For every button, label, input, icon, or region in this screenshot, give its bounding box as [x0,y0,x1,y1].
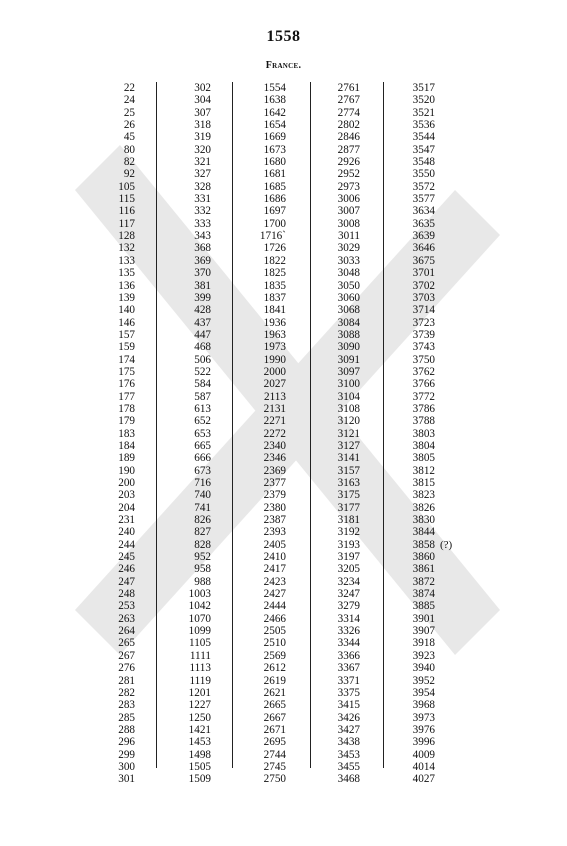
number-entry: 3521 [412,106,435,119]
number-entry: 3844 [412,526,435,539]
number-entry: 666 [194,452,211,465]
number-entry: 1716` [259,230,286,243]
number-entry: 3639 [412,230,435,243]
number-entry: 3157 [337,464,360,477]
number-entry: 117 [118,217,135,230]
number-entry: 3954 [412,686,435,699]
number-entry: 3804 [412,439,435,452]
number-entry: 3517 [412,82,435,94]
number-entry: 3907 [412,625,435,638]
number-entry: 740 [194,489,211,502]
number-entry: 319 [194,131,211,144]
number-entry: 140 [118,304,135,317]
number-entry: 3885 [412,600,435,613]
number-entry: 2379 [263,489,286,502]
number-entry: 2427 [263,588,286,601]
number-entry: 1119 [189,674,211,687]
number-entry: 253 [118,600,135,613]
number-entry: 159 [118,341,135,354]
number-entry: 3011 [338,230,360,243]
number-entry: 3823 [412,489,435,502]
number-entry: 3703 [412,291,435,304]
number-entry: 2767 [337,94,360,107]
number-entry: 285 [118,711,135,724]
number-entry: 320 [194,143,211,156]
number-entry: 3197 [337,551,360,564]
number-entry: 3743 [412,341,435,354]
number-entry: 3415 [337,699,360,712]
number-entry: 3940 [412,662,435,675]
number-entry: 178 [118,402,135,415]
page-number: 1558 [266,28,301,45]
number-entry: 321 [194,156,211,169]
number-entry: 3192 [337,526,360,539]
number-entry: 3366 [337,649,360,662]
number-entry: 3314 [337,612,360,625]
number-entry: 1686 [263,193,286,206]
number-entry: 584 [194,378,211,391]
number-entry: 3068 [337,304,360,317]
uncertain-marker: (?) [440,538,453,551]
number-entry: 370 [194,267,211,280]
number-entry: 1042 [188,600,211,613]
number-entry: 204 [118,501,135,514]
number-entry: 2387 [263,514,286,527]
number-entry: 263 [118,612,135,625]
number-entry: 652 [194,415,211,428]
column-rule [383,82,384,768]
number-entry: 3426 [337,711,360,724]
number-entry: 190 [118,464,135,477]
number-entry: 105 [118,180,135,193]
number-entry: 3427 [337,723,360,736]
number-entry: 2505 [263,625,286,638]
number-column-2 [189,82,211,786]
number-entry: 245 [118,551,135,564]
number-entry: 189 [118,452,135,465]
number-entry: 3872 [412,575,435,588]
number-entry: 301 [118,773,135,786]
number-entry: 2423 [263,575,286,588]
number-entry: 1099 [188,625,211,638]
number-entry: 26 [123,119,135,132]
number-entry: 281 [118,674,135,687]
number-entry: 3127 [337,439,360,452]
number-entry: 1654 [263,119,286,132]
number-entry: 203 [118,489,135,502]
number-entry: 146 [118,316,135,329]
number-entry: 2973 [337,180,360,193]
number-entry: 1822 [263,254,286,267]
number-entry: 1638 [263,94,286,107]
number-entry: 3438 [337,736,360,749]
number-entry: 2877 [337,143,360,156]
number-entry: 1070 [188,612,211,625]
number-entry: 1837 [263,291,286,304]
number-entry: 3723 [412,316,435,329]
number-entry: 3968 [412,699,435,712]
number-entry: 3326 [337,625,360,638]
number-entry: 958 [194,563,211,576]
number-entry: 3367 [337,662,360,675]
number-entry: 136 [118,279,135,292]
number-entry: 2346 [263,452,286,465]
number-entry: 2393 [263,526,286,539]
number-entry: 2846 [337,131,360,144]
number-column-5 [413,82,435,786]
number-entry: 2027 [263,378,286,391]
number-entry: 1936 [263,316,286,329]
number-entry: 1681 [263,168,286,181]
number-entry: 3091 [337,353,360,366]
number-entry: 3762 [412,365,435,378]
number-entry: 3090 [337,341,360,354]
number-entry: 1835 [263,279,286,292]
number-entry: 2774 [337,106,360,119]
number-entry: 2619 [263,674,286,687]
number-entry: 2802 [337,119,360,132]
number-entry: 3029 [337,242,360,255]
number-entry: 2665 [263,699,286,712]
number-entry: 2417 [263,563,286,576]
number-entry: 3675 [412,254,435,267]
column-rule [232,82,233,768]
number-entry: 282 [118,686,135,699]
number-entry: 1680 [263,156,286,169]
number-entry: 665 [194,439,211,452]
number-entry: 827 [194,526,211,539]
number-entry: 135 [118,267,135,280]
number-entry: 331 [194,193,211,206]
number-entry: 3088 [337,328,360,341]
number-entry: 368 [194,242,211,255]
number-entry: 1825 [263,267,286,280]
number-entry: 92 [123,168,135,181]
number-entry: 2380 [263,501,286,514]
number-entry: 3120 [337,415,360,428]
number-entry: 82 [123,156,135,169]
number-entry: 3812 [412,464,435,477]
number-entry: 157 [118,328,135,341]
number-entry: 3861 [412,563,435,576]
number-entry: 2745 [263,760,286,773]
number-entry: 3996 [412,736,435,749]
number-entry: 2667 [263,711,286,724]
number-entry: 3536 [412,119,435,132]
number-entry: 3247 [337,588,360,601]
number-entry: 3455 [337,760,360,773]
number-entry: 116 [118,205,135,218]
number-entry: 283 [118,699,135,712]
number-entry: 3468 [337,773,360,786]
number-entry: 2271 [263,415,286,428]
number-entry: 276 [118,662,135,675]
number-entry: 299 [118,748,135,761]
column-rule [156,82,157,768]
number-entry: 2612 [263,662,286,675]
number-entry: 183 [118,427,135,440]
number-entry: 741 [194,501,211,514]
number-entry: 318 [194,119,211,132]
number-entry: 2926 [337,156,360,169]
number-entry: 3234 [337,575,360,588]
number-entry: 2466 [263,612,286,625]
number-entry: 1111 [189,649,211,662]
number-entry: 1003 [188,588,211,601]
number-entry: 3858 [412,538,435,551]
number-entry: 264 [118,625,135,638]
number-entry: 2000 [263,365,286,378]
number-entry: 1700 [263,217,286,230]
number-entry: 3805 [412,452,435,465]
number-entry: 3453 [337,748,360,761]
number-entry: 3007 [337,205,360,218]
number-entry: 80 [123,143,135,156]
number-entry: 244 [118,538,135,551]
number-entry: 3702 [412,279,435,292]
number-entry: 447 [194,328,211,341]
number-entry: 468 [194,341,211,354]
number-entry: 3371 [337,674,360,687]
number-entry: 3701 [412,267,435,280]
number-entry: 3766 [412,378,435,391]
number-entry: 139 [118,291,135,304]
number-entry: 1453 [188,736,211,749]
number-entry: 1498 [188,748,211,761]
number-entry: 45 [123,131,135,144]
number-entry: 175 [118,365,135,378]
number-entry: 428 [194,304,211,317]
number-entry: 2510 [263,637,286,650]
number-entry: 328 [194,180,211,193]
number-entry: 3788 [412,415,435,428]
number-entry: 3060 [337,291,360,304]
number-entry: 174 [118,353,135,366]
number-entry: 25 [123,106,135,119]
number-column-1 [118,82,135,786]
number-entry: 3739 [412,328,435,341]
number-entry: 240 [118,526,135,539]
number-entry: 3901 [412,612,435,625]
number-entry: 265 [118,637,135,650]
number-entry: 1673 [263,143,286,156]
number-entry: 1963 [263,328,286,341]
number-entry: 3973 [412,711,435,724]
number-entry: 3205 [337,563,360,576]
number-entry: 2340 [263,439,286,452]
number-entry: 3952 [412,674,435,687]
number-entry: 3572 [412,180,435,193]
number-entry: 952 [194,551,211,564]
number-entry: 381 [194,279,211,292]
number-entry: 1105 [189,637,211,650]
number-entry: 716 [194,477,211,489]
number-entry: 3344 [337,637,360,650]
number-entry: 3084 [337,316,360,329]
number-entry: 3577 [412,193,435,206]
number-entry: 288 [118,723,135,736]
number-entry: 22 [123,82,135,94]
number-entry: 522 [194,365,211,378]
number-entry: 1642 [263,106,286,119]
number-entry: 3193 [337,538,360,551]
number-entry: 3548 [412,156,435,169]
number-entry: 826 [194,514,211,527]
number-entry: 247 [118,575,135,588]
number-entry: 369 [194,254,211,267]
number-entry: 3279 [337,600,360,613]
number-entry: 3108 [337,402,360,415]
number-entry: 3097 [337,365,360,378]
number-entry: 3008 [337,217,360,230]
number-entry: 3830 [412,514,435,527]
number-entry: 1201 [188,686,211,699]
number-entry: 1554 [263,82,286,94]
number-entry: 304 [194,94,211,107]
number-entry: 3826 [412,501,435,514]
number-entry: 24 [123,94,135,107]
number-entry: 3177 [337,501,360,514]
number-entry: 2272 [263,427,286,440]
number-entry: 1669 [263,131,286,144]
number-entry: 3874 [412,588,435,601]
number-entry: 1841 [263,304,286,317]
number-entry: 673 [194,464,211,477]
number-entry: 3544 [412,131,435,144]
number-entry: 988 [194,575,211,588]
number-entry: 3772 [412,390,435,403]
number-entry: 4027 [412,773,435,786]
number-entry: 3104 [337,390,360,403]
number-entry: 3375 [337,686,360,699]
number-entry: 2695 [263,736,286,749]
number-entry: 1990 [263,353,286,366]
number-entry: 184 [118,439,135,452]
number-entry: 4009 [412,748,435,761]
number-entry: 3006 [337,193,360,206]
number-entry: 2671 [263,723,286,736]
number-entry: 3550 [412,168,435,181]
section-title: France. [265,60,302,71]
number-entry: 1505 [188,760,211,773]
number-entry: 3635 [412,217,435,230]
number-entry: 300 [118,760,135,773]
number-entry: 1227 [188,699,211,712]
number-entry: 327 [194,168,211,181]
number-entry: 296 [118,736,135,749]
number-entry: 2761 [337,82,360,94]
number-entry: 3175 [337,489,360,502]
number-entry: 115 [118,193,135,206]
number-entry: 2444 [263,600,286,613]
number-entry: 200 [118,477,135,489]
number-entry: 302 [194,82,211,94]
number-entry: 2369 [263,464,286,477]
number-entry: 613 [194,402,211,415]
number-entry: 179 [118,415,135,428]
number-entry: 177 [118,390,135,403]
number-entry: 3181 [337,514,360,527]
number-entry: 248 [118,588,135,601]
number-entry: 3547 [412,143,435,156]
number-entry: 653 [194,427,211,440]
number-entry: 2750 [263,773,286,786]
number-entry: 1685 [263,180,286,193]
number-entry: 3923 [412,649,435,662]
number-entry: 3860 [412,551,435,564]
number-entry: 3750 [412,353,435,366]
number-entry: 3121 [337,427,360,440]
number-entry: 2131 [263,402,286,415]
number-entry: 343 [194,230,211,243]
number-entry: 2744 [263,748,286,761]
number-entry: 307 [194,106,211,119]
number-column-3 [260,82,286,786]
number-entry: 176 [118,378,135,391]
number-entry: 828 [194,538,211,551]
number-entry: 3714 [412,304,435,317]
number-entry: 2377 [263,477,286,489]
number-entry: 2621 [263,686,286,699]
number-entry: 1113 [189,662,211,675]
number-entry: 1421 [188,723,211,736]
number-entry: 1509 [188,773,211,786]
number-entry: 3163 [337,477,360,489]
number-entry: 246 [118,563,135,576]
number-entry: 1697 [263,205,286,218]
number-entry: 2113 [264,390,286,403]
number-entry: 2410 [263,551,286,564]
number-entry: 3803 [412,427,435,440]
number-entry: 231 [118,514,135,527]
number-entry: 3918 [412,637,435,650]
number-entry: 3646 [412,242,435,255]
number-entry: 3033 [337,254,360,267]
number-entry: 1726 [263,242,286,255]
number-entry: 128 [118,230,135,243]
number-column-4 [338,82,360,786]
number-entry: 3100 [337,378,360,391]
number-entry: 3050 [337,279,360,292]
number-entry: 333 [194,217,211,230]
number-entry: 3976 [412,723,435,736]
number-entry: 3141 [337,452,360,465]
number-entry: 587 [194,390,211,403]
number-entry: 3815 [412,477,435,489]
column-rule [310,82,311,768]
number-entry: 3786 [412,402,435,415]
number-entry: 3520 [412,94,435,107]
number-entry: 506 [194,353,211,366]
number-entry: 1973 [263,341,286,354]
number-entry: 332 [194,205,211,218]
number-entry: 2952 [337,168,360,181]
number-entry: 4014 [412,760,435,773]
number-entry: 3048 [337,267,360,280]
number-entry: 267 [118,649,135,662]
number-entry: 399 [194,291,211,304]
number-entry: 437 [194,316,211,329]
number-entry: 133 [118,254,135,267]
number-entry: 2569 [263,649,286,662]
number-entry: 1250 [188,711,211,724]
number-entry: 132 [118,242,135,255]
number-entry: 3634 [412,205,435,218]
number-entry: 2405 [263,538,286,551]
